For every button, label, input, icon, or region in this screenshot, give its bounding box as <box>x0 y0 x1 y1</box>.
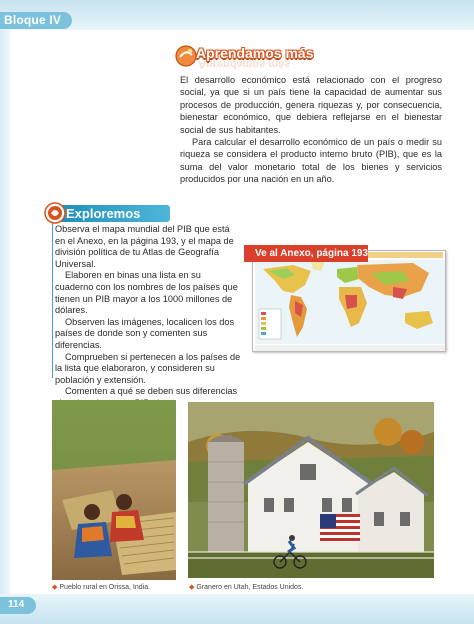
top-header-band <box>0 0 474 30</box>
caption-utah-barn-text: Granero en Utah, Estados Unidos. <box>196 584 304 591</box>
anexo-label: Ve al Anexo, página 193 <box>255 248 369 259</box>
caption-bullet-icon: ◆ <box>189 584 195 591</box>
aprendamos-title: Aprendamos más <box>196 45 314 61</box>
aprendamos-mas-header <box>174 42 454 72</box>
photo-utah-barn <box>188 402 434 578</box>
world-map-thumbnail <box>252 250 446 352</box>
aprendamos-title-reflection: Aprendamos más <box>198 58 291 70</box>
page-number: 114 <box>8 599 25 610</box>
bloque-label: Bloque IV <box>4 13 62 27</box>
caption-bullet-icon: ◆ <box>52 584 58 591</box>
exploremos-icon <box>44 202 66 224</box>
exploremos-paragraph-3: Observen las imágenes, localicen los dos países de donde son y comenten sus diferencias. <box>55 316 235 350</box>
aprendamos-icon <box>174 44 198 68</box>
exploremos-paragraph-5: Comenten a qué se deben sus diferencias <box>65 386 238 397</box>
aprendamos-paragraph-1: El desarrollo económico está relacionado con el progreso social, ya que si un país tiene la capacidad de aumentar sus procesos de producción, genera riquezas y, por consecuencia, bienestar económico, que debiera reflejarse en el bienestar social de sus habitantes. <box>180 75 442 135</box>
caption-utah-barn <box>189 583 303 591</box>
exploremos-body <box>55 224 241 410</box>
photo-rural-india-image <box>52 400 176 580</box>
left-margin-stripe <box>0 30 10 594</box>
aprendamos-body <box>180 74 442 186</box>
caption-rural-india <box>52 583 150 591</box>
exploremos-paragraph-2: Elaboren en binas una lista en su cuaderno con los nombres de los países que tienen un PIB mayor a los 1000 millones de dólares. <box>55 270 238 316</box>
aprendamos-paragraph-2: Para calcular el desarrollo económico de un país o medir su riqueza se considera el producto interno bruto (PIB), que es la suma del valor monetario total de los bienes y servicios producidos por una nación en un año. <box>180 137 442 185</box>
world-map-image <box>253 251 446 352</box>
exploremos-paragraph-1: Observa el mapa mundial del PIB que está en el Anexo, en la página 193, y el mapa de división política de tu Atlas de Geografía Universal. <box>55 224 234 269</box>
exploremos-header <box>44 202 168 223</box>
bottom-footer-band <box>0 594 474 624</box>
exploremos-title: Exploremos <box>66 206 141 221</box>
caption-rural-india-text: Pueblo rural en Orissa, India. <box>59 584 151 591</box>
photo-utah-barn-image <box>188 402 434 578</box>
exploremos-paragraph-4: Comprueben si pertenecen a los países de la lista que elaboraron, y consideren su población y extensión. <box>55 351 241 385</box>
photo-rural-india <box>52 400 176 580</box>
